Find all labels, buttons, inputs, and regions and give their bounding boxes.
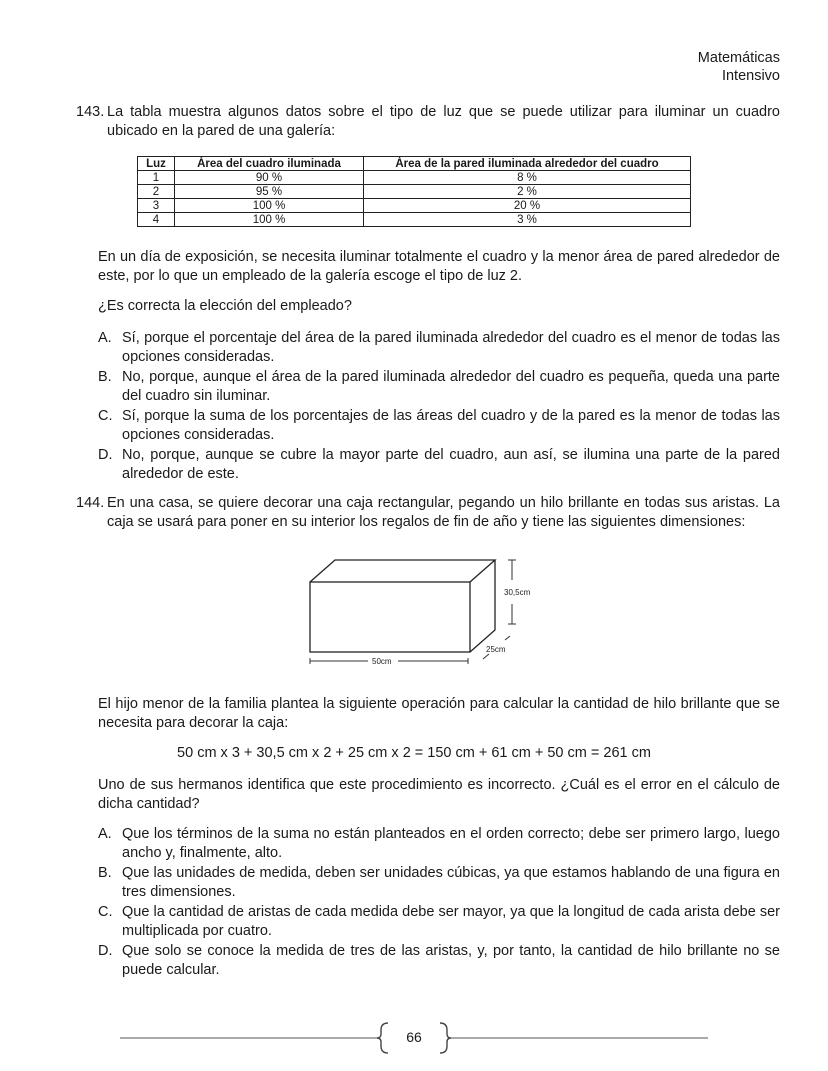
question-143-stem [76, 103, 780, 141]
footer-right-bracket [440, 1023, 451, 1053]
page-header [698, 49, 780, 85]
question-144-options [98, 825, 780, 981]
option-letter: B. [98, 865, 112, 881]
question-144-stem-block [76, 494, 780, 532]
question-143-option-d[interactable] [98, 446, 780, 484]
table-cell: 8 % [364, 171, 691, 185]
option-letter: C. [98, 408, 113, 424]
height-label: 30,5cm [504, 588, 531, 597]
page-number: 66 [406, 1029, 422, 1045]
depth-dimension-arrow-top [505, 636, 510, 640]
table-cell: 90 % [175, 171, 364, 185]
question-144-context: El hijo menor de la familia plantea la siguiente operación para calcular la cantidad de hilo brillante que se necesita para decorar la caja: [98, 696, 780, 731]
page-footer [0, 1020, 828, 1056]
question-144-stem [76, 494, 780, 532]
table-row [138, 199, 691, 213]
table-cell: 3 % [364, 213, 691, 227]
table-cell: 4 [138, 213, 175, 227]
option-text: Sí, porque el porcentaje del área de la pared iluminada alrededor del cuadro es el menor de todas las opciones consideradas. [122, 330, 780, 365]
question-144-stem-text: En una casa, se quiere decorar una caja rectangular, pegando un hilo brillante en todas sus aristas. La caja se usará para poner en su interior los regalos de fin de año y tiene las siguientes dimensiones: [107, 495, 780, 530]
question-143-option-b[interactable] [98, 368, 780, 406]
question-143-stem-text: La tabla muestra algunos datos sobre el tipo de luz que se puede utilizar para iluminar un cuadro ubicado en la pared de una galería: [107, 104, 780, 139]
option-letter: C. [98, 904, 113, 920]
question-144-option-d[interactable] [98, 942, 780, 980]
question-144-option-b[interactable] [98, 864, 780, 902]
table-row [138, 185, 691, 199]
question-144-formula: 50 cm x 3 + 30,5 cm x 2 + 25 cm x 2 = 150 cm + 61 cm + 50 cm = 261 cm [177, 745, 651, 761]
option-text: Que los términos de la suma no están planteados en el orden correcto; debe ser primero largo, luego ancho y, finalmente, alto. [122, 826, 780, 861]
question-143-context: En un día de exposición, se necesita iluminar totalmente el cuadro y la menor área de pared alrededor de este, por lo que un empleado de la galería escoge el tipo de luz 2. [98, 249, 780, 284]
question-143-question: ¿Es correcta la elección del empleado? [98, 298, 352, 314]
table-cell: 1 [138, 171, 175, 185]
table-cell: 2 [138, 185, 175, 199]
option-letter: A. [98, 330, 112, 346]
table-cell: 20 % [364, 199, 691, 213]
table-cell: 2 % [364, 185, 691, 199]
question-144-option-c[interactable] [98, 903, 780, 941]
box-top-face [310, 560, 495, 582]
length-label: 50cm [372, 657, 392, 666]
table-header-row [138, 157, 691, 171]
depth-dimension-arrow-bottom [483, 654, 489, 659]
question-144-option-a[interactable] [98, 825, 780, 863]
header-subject: Matemáticas [697, 50, 780, 66]
question-143-options [98, 329, 780, 485]
option-letter: B. [98, 369, 112, 385]
option-text: Que solo se conoce la medida de tres de las aristas, y, por tanto, la cantidad de hilo brillante no se puede calcular. [122, 943, 780, 978]
table-row [138, 213, 691, 227]
table-row [138, 171, 691, 185]
box-front-face [310, 582, 470, 652]
option-text: No, porque, aunque el área de la pared iluminada alrededor del cuadro es pequeña, queda una parte del cuadro sin iluminar. [122, 369, 780, 404]
header-level: Intensivo [721, 68, 780, 84]
box-side-face [470, 560, 495, 652]
question-143-option-a[interactable] [98, 329, 780, 367]
question-143-number: 143. [76, 104, 105, 120]
question-143-option-c[interactable] [98, 407, 780, 445]
question-144-question: Uno de sus hermanos identifica que este procedimiento es incorrecto. ¿Cuál es el error en el cálculo de dicha cantidad? [98, 777, 780, 812]
table-cell: 100 % [175, 213, 364, 227]
option-text: Que las unidades de medida, deben ser unidades cúbicas, ya que estamos hablando de una figura en tres dimensiones. [122, 865, 780, 900]
option-text: No, porque, aunque se cubre la mayor parte del cuadro, aun así, se ilumina una parte de la pared alrededor de este. [122, 447, 780, 482]
question-144-number: 144. [76, 495, 105, 511]
table-cell: 95 % [175, 185, 364, 199]
option-letter: A. [98, 826, 112, 842]
light-data-table [137, 156, 691, 227]
option-letter: D. [98, 943, 113, 959]
option-text: Que la cantidad de aristas de cada medida debe ser mayor, ya que la longitud de cada arista debe ser multiplicada por cuatro. [122, 904, 780, 939]
table-header-area-pared: Área de la pared iluminada alrededor del cuadro [364, 157, 691, 171]
footer-left-bracket [377, 1023, 388, 1053]
box-diagram [300, 552, 540, 677]
table-cell: 3 [138, 199, 175, 213]
question-143-stem-block [76, 103, 780, 141]
depth-label: 25cm [486, 645, 506, 654]
table-cell: 100 % [175, 199, 364, 213]
option-letter: D. [98, 447, 113, 463]
table-header-area-cuadro: Área del cuadro iluminada [175, 157, 364, 171]
option-text: Sí, porque la suma de los porcentajes de las áreas del cuadro y de la pared es la menor de todas las opciones consideradas. [122, 408, 780, 443]
table-header-luz: Luz [138, 157, 175, 171]
